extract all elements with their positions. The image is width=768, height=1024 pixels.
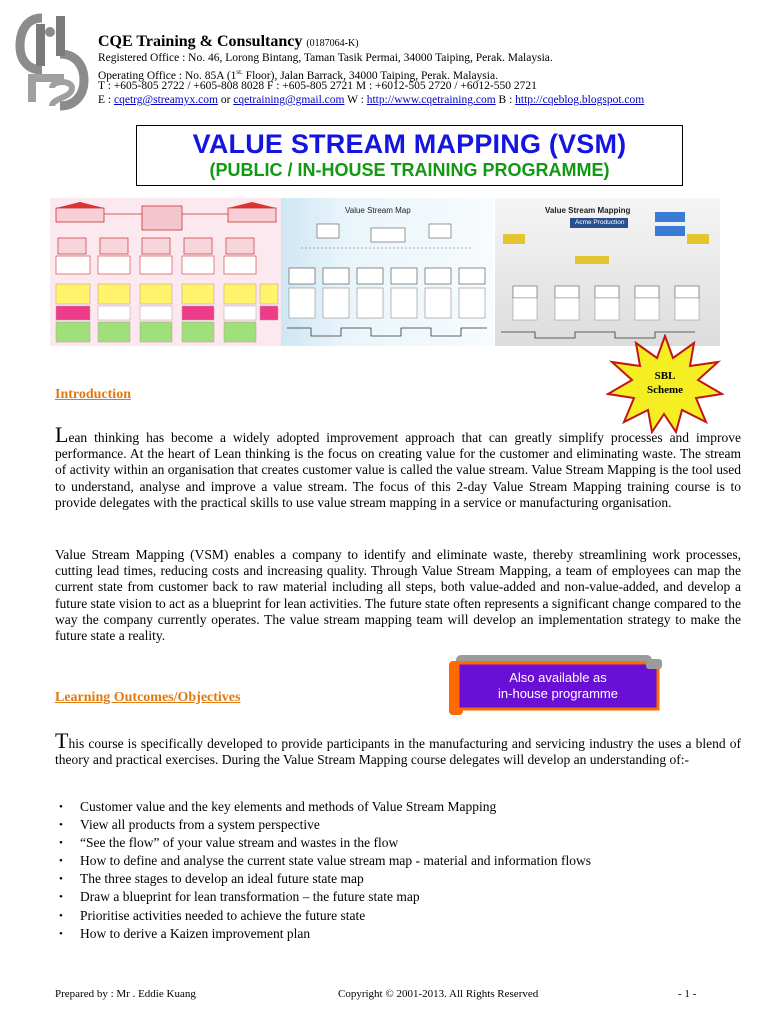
learning-outcomes-paragraph: This course is specifically developed to provide participants in the manufacturing and servicing industry the uses a blend of theory and practical exercises. During the Value Stream Mapping course delegates will develop an understanding of:- bbox=[55, 728, 741, 768]
footer-copyright: Copyright © 2001-2013. All Rights Reserved bbox=[338, 988, 539, 1000]
learning-outcomes-list bbox=[55, 798, 745, 943]
contact-web-line: E : cqetrg@streamyx.com or cqetraining@gmail.com W : http://www.cqetraining.com B : http://cqeblog.blogspot.com bbox=[98, 94, 645, 106]
company-name: CQE Training & Consultancy (0187064-K) bbox=[98, 33, 359, 50]
contact-phone-line: T : +605-805 2722 / +605-808 8028 F : +605-805 2721 M : +6012-505 2720 / +6012-550 2721 bbox=[98, 80, 537, 92]
registered-office-line: Registered Office : No. 46, Lorong Bintang, Taman Tasik Permai, 34000 Taiping, Perak. Malaysia. bbox=[98, 52, 553, 64]
sbl-badge-text: SBL Scheme bbox=[646, 370, 684, 396]
course-subtitle: (PUBLIC / IN-HOUSE TRAINING PROGRAMME) bbox=[209, 160, 610, 180]
list-item: • View all products from a system perspective bbox=[55, 816, 745, 834]
list-item: • Customer value and the key elements and methods of Value Stream Mapping bbox=[55, 798, 745, 816]
introduction-paragraph-2: Value Stream Mapping (VSM) enables a company to identify and eliminate waste, thereby streamlining work processes, cutting lead times, reducing costs and increasing quality. Through Value Stream Mapping, a team of employees can map the current state from customer back to raw material including all steps, both value-added and non-value-added, and develop a future state vision to act as a blueprint for lean activities. The future state often represents a significant change compared to the way the company currently operates. The value stream mapping team will develop an implementation strategy to make the future state a reality. bbox=[55, 547, 741, 644]
footer-prepared-by: Prepared by : Mr . Eddie Kuang bbox=[55, 988, 196, 1000]
introduction-heading: Introduction bbox=[55, 387, 131, 402]
vsm-example-image-1 bbox=[50, 198, 282, 346]
image-3-title: Value Stream Mapping bbox=[545, 206, 631, 215]
company-registration: (0187064-K) bbox=[306, 38, 359, 49]
list-item: • The three stages to develop an ideal future state map bbox=[55, 870, 745, 888]
list-item: • “See the flow” of your value stream and wastes in the flow bbox=[55, 834, 745, 852]
list-item: • How to derive a Kaizen improvement plan bbox=[55, 925, 745, 943]
list-item: • Prioritise activities needed to achieve the future state bbox=[55, 907, 745, 925]
learning-outcomes-heading: Learning Outcomes/Objectives bbox=[55, 690, 241, 705]
vsm-example-image-2 bbox=[281, 198, 493, 346]
email-link-2[interactable]: cqetraining@gmail.com bbox=[233, 94, 345, 106]
company-logo bbox=[12, 10, 92, 112]
title-box bbox=[136, 125, 683, 186]
website-link[interactable]: http://www.cqetraining.com bbox=[366, 94, 496, 106]
footer-page-number: - 1 - bbox=[678, 988, 697, 1000]
course-title: VALUE STREAM MAPPING (VSM) bbox=[192, 129, 627, 159]
inhouse-promo-text: Also available as in-house programme bbox=[498, 670, 618, 701]
introduction-paragraph-1: Lean thinking has become a widely adopted improvement approach that can greatly simplify processes and improve performance. At the heart of Lean thinking is the focus on creating value for the customer and eliminating waste. The stream of activity within an organisation that creates customer value is called the value stream. Value Stream Mapping is the tool used to understand, analyse and improve a value stream. The focus of this 2-day Value Stream Mapping training course is to provide delegates with the practical skills to use value stream mapping in a service or manufacturing organisation. bbox=[55, 422, 741, 510]
operating-office-line: Operating Office : No. 85A ($1^{st.}$ Floor), Jalan Barrack, 34000 Taiping, Perak. Malaysia. bbox=[98, 68, 498, 82]
list-item: • How to define and analyse the current state value stream map - material and information flows bbox=[55, 852, 745, 870]
vsm-example-image-3 bbox=[495, 198, 720, 346]
image-3-banner: Acme Production bbox=[575, 219, 625, 226]
email-link-1[interactable]: cqetrg@streamyx.com bbox=[113, 94, 218, 106]
image-2-title: Value Stream Map bbox=[345, 206, 411, 215]
list-item: • Draw a blueprint for lean transformation – the future state map bbox=[55, 888, 745, 906]
blog-link[interactable]: http://cqeblog.blogspot.com bbox=[515, 94, 645, 106]
